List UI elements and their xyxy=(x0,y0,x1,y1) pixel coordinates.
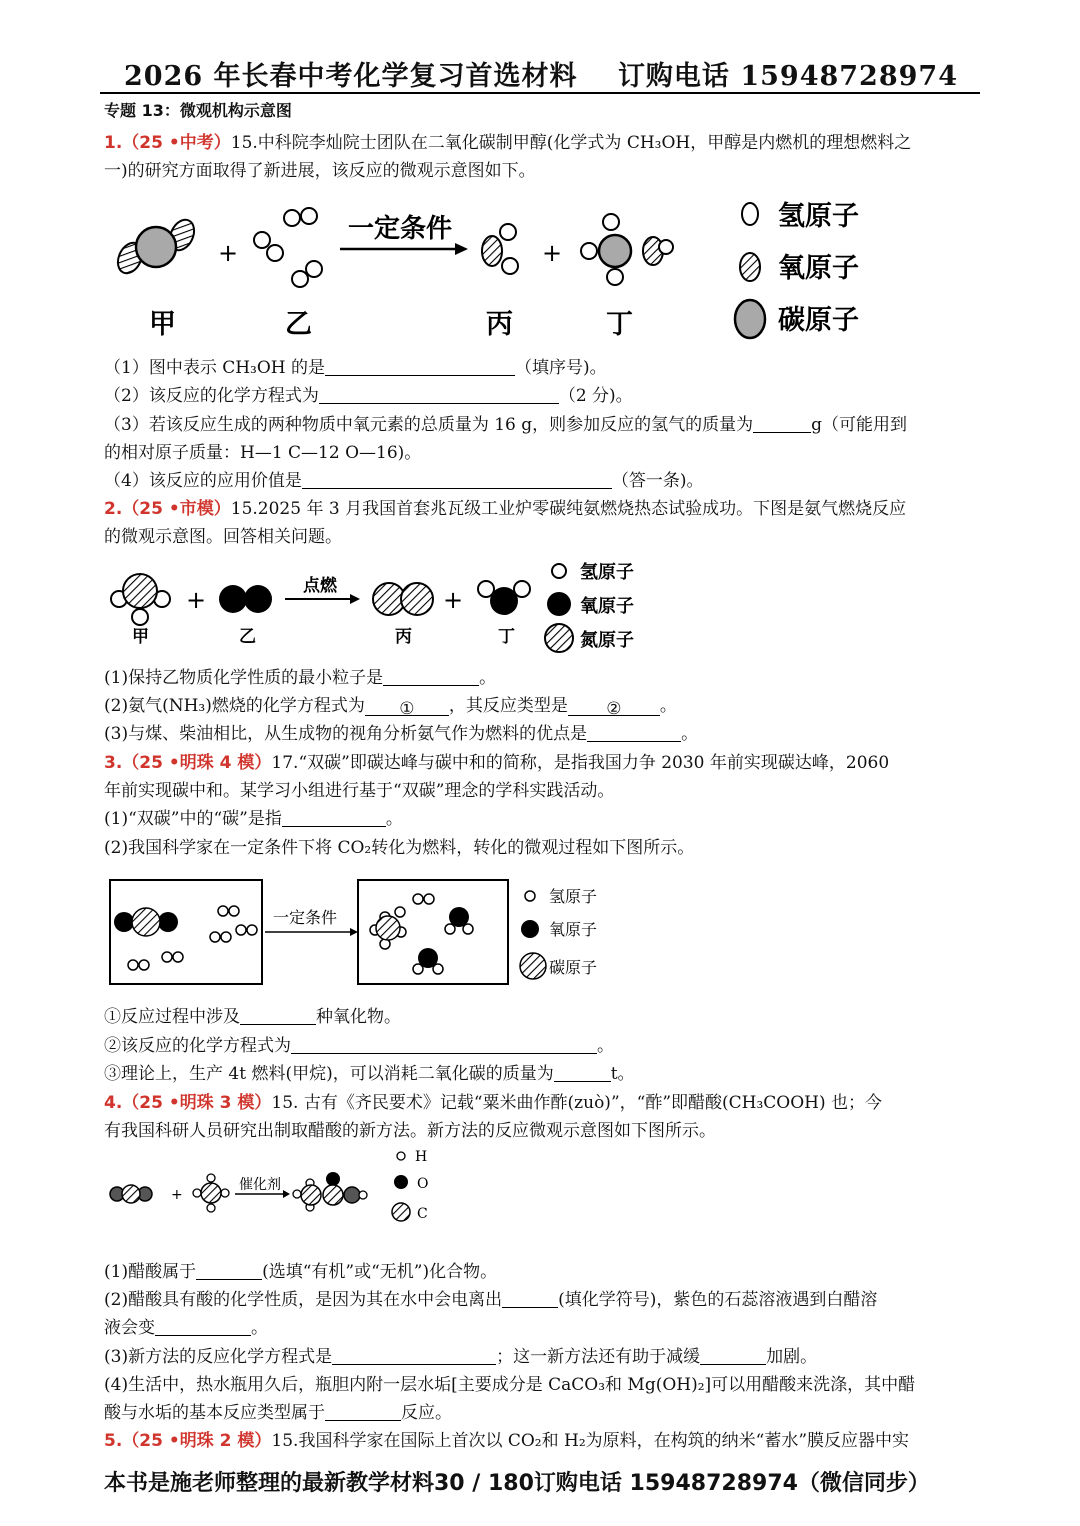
q1-legend xyxy=(735,200,859,338)
svg-text:O: O xyxy=(417,1176,429,1192)
q2-molecule-yi xyxy=(219,585,272,613)
svg-text:氢原子: 氢原子 xyxy=(778,201,859,232)
svg-text:甲: 甲 xyxy=(132,627,149,647)
q2-molecule-bing xyxy=(373,583,433,615)
svg-text:丁: 丁 xyxy=(498,627,515,647)
q2-molecule-ding xyxy=(478,581,530,615)
svg-text:碳原子: 碳原子 xyxy=(778,305,859,336)
svg-text:氢原子: 氢原子 xyxy=(549,887,598,906)
svg-text:+: + xyxy=(443,586,464,614)
q4-molecule-ch4-1 xyxy=(110,1185,152,1203)
q2-sub3: (3)与煤、柴油相比，从生成物的视角分析氨气作为燃料的优点是 。 xyxy=(104,724,699,744)
q4-line2: 有我国科研人员研究出制取醋酸的新方法。新方法的反应微观示意图如下图所示。 xyxy=(104,1121,716,1141)
q4-sub4-cont: 酸与水垢的基本反应类型属于 反应。 xyxy=(104,1403,452,1423)
svg-text:H: H xyxy=(415,1149,428,1165)
q1-molecule-yi xyxy=(254,208,322,287)
q3-right-box-molecules xyxy=(370,894,473,974)
q2-sub2: (2)氨气(NH₃)燃烧的化学方程式为 ① ，其反应类型是 ② 。 xyxy=(104,696,677,719)
q1-arrow-label: 一定条件 xyxy=(348,214,453,244)
svg-text:碳原子: 碳原子 xyxy=(549,958,598,977)
q4-number: 4.（25 •明珠 3 模） xyxy=(104,1093,272,1113)
q1-sub2: （2）该反应的化学方程式为 （2 分)。 xyxy=(104,386,633,406)
q2-line1: 2.（25 •市模）15.2025 年 3 月我国首套兆瓦级工业炉零碳纯氨燃烧热态试验成功。下图是氨气燃烧反应 xyxy=(104,499,907,519)
q1-line2: 一)的研究方面取得了新进展，该反应的微观示意图如下。 xyxy=(104,161,536,181)
q1-label-bing: 丙 xyxy=(486,309,513,340)
svg-text:氧原子: 氧原子 xyxy=(580,596,634,617)
svg-text:+: + xyxy=(171,1187,183,1203)
q3-sub1: (1)“双碳”中的“碳”是指 。 xyxy=(104,809,403,829)
q4-molecule-ch4-2 xyxy=(193,1174,229,1212)
q4-line1: 4.（25 •明珠 3 模）15. 古有《齐民要术》记载“粟米曲作酢(zuò)”，“酢”即醋酸(CH₃COOH) 也；今 xyxy=(104,1093,883,1113)
q3-sub2: (2)我国科学家在一定条件下将 CO₂转化为燃料，转化的微观过程如下图所示。 xyxy=(104,838,695,858)
q1-label-jia: 甲 xyxy=(149,309,176,340)
q3-ans1: ①反应过程中涉及 种氧化物。 xyxy=(104,1007,401,1027)
q5-line1: 5.（25 •明珠 2 模）15.我国科学家在国际上首次以 CO₂和 H₂为原料，在构筑的纳米“蓄水”膜反应器中实 xyxy=(104,1431,910,1451)
q1-molecule-jia xyxy=(113,216,198,277)
header-title: 2026 年长春中考化学复习首选材料 xyxy=(124,61,578,92)
q3-ans2: ②该反应的化学方程式为 。 xyxy=(104,1036,614,1056)
topic-title: 专题 13：微观机构示意图 xyxy=(104,101,292,120)
q1-line1: 1.（25 •中考）15.中科院李灿院士团队在二氧化碳制甲醇(化学式为 CH₃OH，甲醇是内燃机的理想燃料之 xyxy=(104,133,912,153)
q2-line2: 的微观示意图。回答相关问题。 xyxy=(104,527,342,547)
q4-sub3: (3)新方法的反应化学方程式是 ；这一新方法还有助于减缓 加剧。 xyxy=(104,1347,818,1367)
q2-reaction-diagram xyxy=(100,555,660,655)
page-header xyxy=(100,52,980,94)
svg-text:氮原子: 氮原子 xyxy=(580,630,634,651)
svg-text:乙: 乙 xyxy=(239,627,256,647)
q4-sub2-cont: 液会变 。 xyxy=(104,1318,268,1338)
svg-text:氧原子: 氧原子 xyxy=(549,920,598,939)
q1-label-yi: 乙 xyxy=(285,309,312,340)
svg-text:氧原子: 氧原子 xyxy=(778,253,859,284)
q2-sub1: (1)保持乙物质化学性质的最小粒子是 。 xyxy=(104,668,497,688)
q1-sub1: （1）图中表示 CH₃OH 的是 （填序号)。 xyxy=(104,358,607,378)
svg-text:+: + xyxy=(186,586,207,614)
q3-ans3: ③理论上，生产 4t 燃料(甲烷)，可以消耗二氧化碳的质量为 t。 xyxy=(104,1064,635,1084)
q2-legend xyxy=(545,561,634,652)
q2-arrow-label: 点燃 xyxy=(303,576,337,596)
svg-text:丙: 丙 xyxy=(395,627,412,647)
q4-sub2: (2)醋酸具有酸的化学性质，是因为其在水中会电离出 (填化学符号)，紫色的石蕊溶液遇到白醋溶 xyxy=(104,1290,878,1310)
q1-molecule-bing xyxy=(482,224,518,274)
q5-number: 5.（25 •明珠 2 模） xyxy=(104,1431,272,1451)
svg-text:C: C xyxy=(417,1206,428,1222)
header-phone: 订购电话 15948728974 xyxy=(617,61,958,92)
q4-molecule-acetic-acid xyxy=(293,1172,367,1211)
q3-line1: 3.（25 •明珠 4 模）17.“双碳”即碳达峰与碳中和的简称，是指我国力争 2030 年前实现碳达峰，2060 xyxy=(104,753,890,773)
q3-left-box-molecules xyxy=(114,906,257,970)
q4-legend xyxy=(392,1149,428,1222)
q1-number: 1.（25 •中考） xyxy=(104,133,231,153)
q2-number: 2.（25 •市模） xyxy=(104,499,231,519)
q1-sub4: （4）该反应的应用价值是 （答一条)。 xyxy=(104,471,704,491)
q4-arrow-label: 催化剂 xyxy=(239,1177,281,1193)
q3-reaction-diagram xyxy=(105,872,625,992)
q2-molecule-jia xyxy=(111,574,170,625)
q3-line2: 年前实现碳中和。某学习小组进行基于“双碳”理念的学科实践活动。 xyxy=(104,781,615,801)
svg-text:+: + xyxy=(218,239,239,267)
q4-sub4: (4)生活中，热水瓶用久后，瓶胆内附一层水垢[主要成分是 CaCO₃和 Mg(OH)₂]可以用醋酸来洗涤，其中醋 xyxy=(104,1375,916,1395)
page-footer: 本书是施老师整理的最新教学材料30 / 180订购电话 15948728974（微信同步） xyxy=(104,1471,930,1496)
q3-number: 3.（25 •明珠 4 模） xyxy=(104,753,272,773)
q1-molecule-ding xyxy=(581,214,673,285)
q3-arrow-label: 一定条件 xyxy=(273,908,338,927)
q4-sub1: (1)醋酸属于 (选填“有机”或“无机”)化合物。 xyxy=(104,1262,498,1282)
q3-legend xyxy=(520,887,597,979)
q1-reaction-diagram xyxy=(100,195,900,345)
q1-sub3-cont: 的相对原子质量：H—1 C—12 O—16)。 xyxy=(104,443,422,463)
q4-reaction-diagram xyxy=(105,1145,445,1225)
svg-text:+: + xyxy=(542,239,563,267)
q1-sub3: （3）若该反应生成的两种物质中氧元素的总质量为 16 g，则参加反应的氢气的质量为 g（可能用到 xyxy=(104,415,908,435)
q1-label-ding: 丁 xyxy=(606,309,633,340)
svg-text:氢原子: 氢原子 xyxy=(580,562,634,583)
